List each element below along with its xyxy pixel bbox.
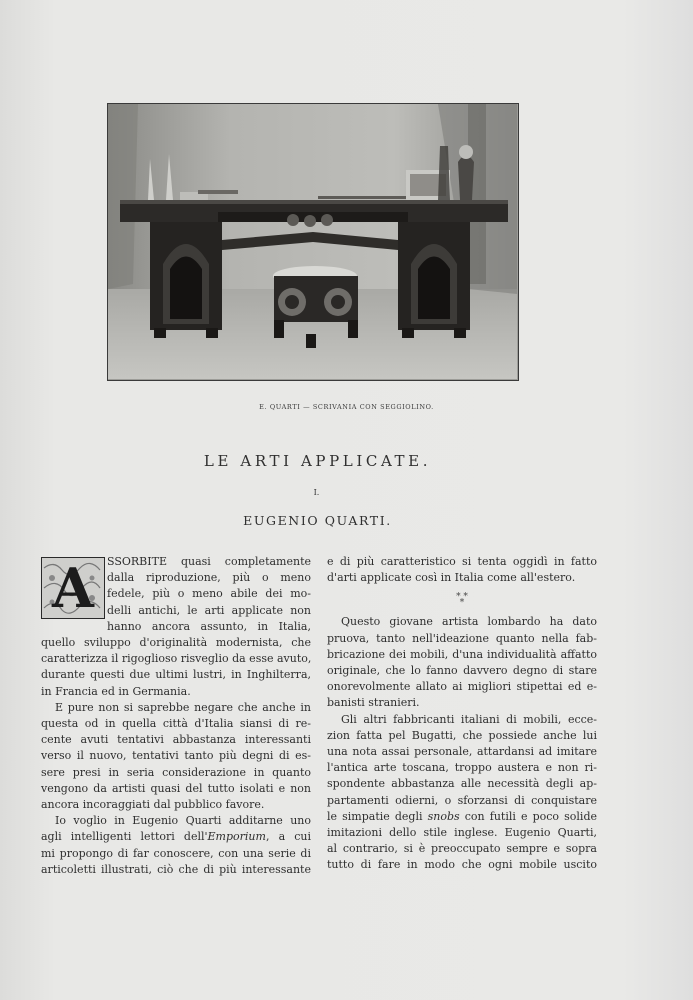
text-line: l'antica arte toscana, troppo austera e non ri- xyxy=(327,761,597,775)
text-line: una nota assai personale, attardansi ad imitare xyxy=(327,745,597,759)
text-fragment: , a cui xyxy=(265,830,312,844)
text-line: in Francia ed in Germania. xyxy=(41,684,191,698)
text-line: spondente abbastanza alle necessità degli ap- xyxy=(327,777,597,791)
text-line xyxy=(327,809,597,825)
text-line: al contrario, si è preoccupato sempre e sopra xyxy=(327,842,597,856)
text-fragment: le simpatie degli xyxy=(327,809,428,823)
text-fragment: con futili e poco solide xyxy=(459,809,598,823)
magazine-title: Emporium xyxy=(207,830,266,844)
text-line: quello sviluppo d'originalità modernista, che xyxy=(41,636,311,650)
text-line: cente avuti tentativi abbastanza interessanti xyxy=(41,733,311,747)
text-line: e di più caratteristico si tenta oggidì in fatto xyxy=(327,555,597,568)
text-line: tutto di fare in modo che ogni mobile uscito xyxy=(327,858,597,872)
photo-caption: E. QUARTI — SCRIVANIA CON SEGGIOLINO. xyxy=(259,403,434,411)
text-line: dalla riproduzione, più o meno xyxy=(107,571,311,585)
text-line: questa od in quella città d'Italia siansi di re- xyxy=(41,717,311,731)
text-line: verso il nuovo, tentativi tanto più degni di es- xyxy=(41,749,311,763)
text-line: fedele, più o meno abile dei mo- xyxy=(107,587,311,601)
text-line: Gli altri fabbricanti italiani di mobili, ecce- xyxy=(341,712,597,726)
text-line: pruova, tanto nell'ideazione quanto nella fab- xyxy=(327,631,597,645)
chapter-number: I. xyxy=(313,488,320,497)
text-line: onorevolmente allato ai migliori stipettai ed e- xyxy=(327,680,597,694)
text-line xyxy=(41,829,311,845)
asterism-glyph: * * * xyxy=(456,592,468,609)
text-line: banisti stranieri. xyxy=(327,696,420,710)
text-line: caratterizza il rigoglioso risveglio da esse avuto, xyxy=(41,652,312,666)
article-column-right xyxy=(327,554,597,874)
text-line: vengono da artisti quasi del tutto isolati e non xyxy=(41,781,311,795)
text-line: d'arti applicate così in Italia come all'estero. xyxy=(327,571,576,585)
desk-photograph xyxy=(107,103,519,381)
desk-with-stool-illustration xyxy=(108,104,517,379)
text-line: Io voglio in Eugenio Quarti additarne uno xyxy=(55,814,311,828)
asterism-divider xyxy=(327,594,597,608)
text-line: originale, che lo fanno davvero degno di stare xyxy=(327,664,597,678)
text-line: imitazioni dello stile inglese. Eugenio Quarti, xyxy=(327,826,597,840)
italic-word: snobs xyxy=(427,809,460,823)
text-line: bricazione dei mobili, d'una individualità affatto xyxy=(327,647,597,661)
article-column-left xyxy=(41,554,311,878)
text-line: sere presi in seria considerazione in quanto xyxy=(41,765,311,779)
text-line: articoletti illustrati, ciò che di più interessante xyxy=(41,862,311,876)
text-line: SSORBITE quasi completamente xyxy=(107,555,311,568)
text-line: delli antichi, le arti applicate non xyxy=(107,603,311,617)
text-line: Questo giovane artista lombardo ha dato xyxy=(341,615,597,629)
text-line: zion fatta pel Bugatti, che possiede anche lui xyxy=(327,728,597,742)
text-line: partamenti odierni, o sforzansi di conquistare xyxy=(327,793,597,807)
article-subtitle: EUGENIO QUARTI. xyxy=(243,513,392,528)
text-fragment: agli intelligenti lettori dell' xyxy=(41,830,208,844)
text-line: mi propongo di far conoscere, con una serie di xyxy=(41,846,311,860)
dropcap-letter: A xyxy=(52,557,94,619)
text-line: hanno ancora assunto, in Italia, xyxy=(107,619,311,633)
section-title: LE ARTI APPLICATE. xyxy=(203,452,432,470)
text-line: durante questi due ultimi lustri, in Inghilterra, xyxy=(41,668,311,682)
text-line: ancora incoraggiati dal pubblico favore. xyxy=(41,798,265,812)
text-line: E pure non si saprebbe negare che anche in xyxy=(55,700,311,714)
